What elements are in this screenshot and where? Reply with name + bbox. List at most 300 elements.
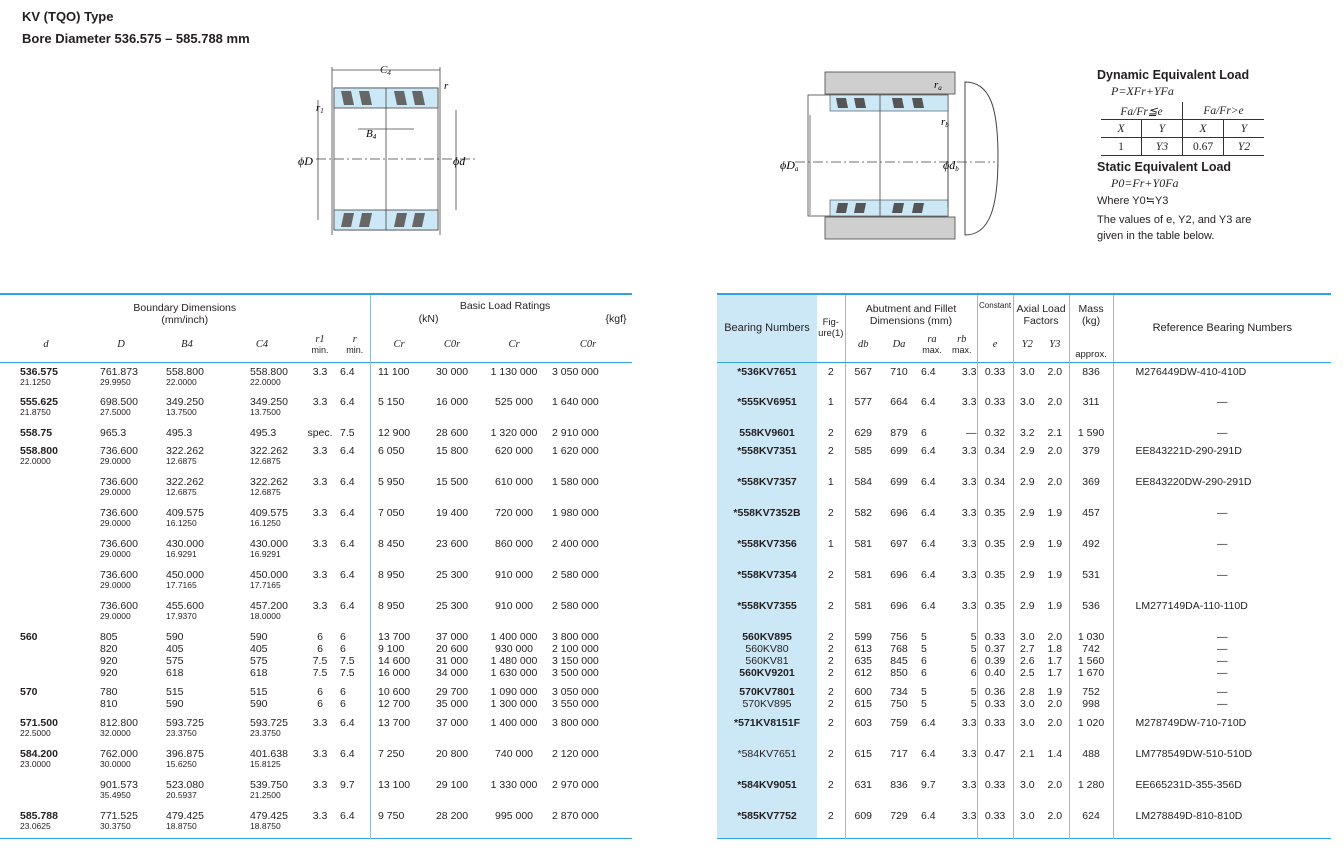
- da-cell: 696: [890, 600, 908, 612]
- reference-cell: —: [1113, 393, 1331, 424]
- r1-cell: 3.3: [312, 810, 328, 822]
- cor-cell: 16 000: [435, 396, 469, 408]
- fig2-rb-label: r: [941, 116, 946, 128]
- cor-kgf-cell: 2 580 000: [552, 569, 599, 581]
- y2-cell: 2.9: [1013, 504, 1041, 535]
- db-cell: 629: [845, 424, 881, 442]
- svg-text:ϕDa: ϕDa: [780, 158, 799, 173]
- table-row: [717, 566, 1331, 597]
- y3-cell: 2.0: [1047, 476, 1063, 488]
- rb-cell: 3.3: [961, 476, 977, 488]
- table-row: [0, 362, 632, 393]
- column-divider: [370, 362, 378, 393]
- db-cell: 577: [845, 393, 881, 424]
- outer-d-cell: 736.600 29.0000: [100, 538, 138, 559]
- cor-kgf-cell: 2 120 000: [552, 748, 599, 760]
- fig1-bore-label: ϕd: [453, 154, 466, 168]
- e-cell: 0.36 0.33: [977, 683, 1013, 714]
- boundary-dimensions-heading: Boundary Dimensions: [133, 302, 237, 314]
- y3-cell: 2.1: [1047, 427, 1063, 439]
- db-cell: 567: [845, 362, 881, 393]
- reference-cell: —: [1113, 535, 1331, 566]
- da-cell: 759: [890, 717, 908, 729]
- c4-cell: 590 405 575 618: [250, 631, 268, 679]
- ra-cell: 6.4: [921, 445, 936, 457]
- y3-cell: 1.9: [1047, 507, 1063, 519]
- ra-cell: 9.7: [921, 779, 936, 791]
- dimensions-ratings-table: [0, 293, 632, 839]
- y3-cell: 1.4: [1047, 748, 1063, 760]
- cor-kgf-cell: 3 800 000 2 100 000 3 150 000 3 500 000: [552, 631, 599, 679]
- rb-cell: 3.3: [961, 810, 977, 822]
- reference-cell: —: [1113, 504, 1331, 535]
- cr-cell: 7 050: [378, 507, 405, 519]
- bearing-numbers-table: [717, 293, 1331, 839]
- axial-load-heading: Axial Load: [1016, 303, 1066, 315]
- bore-d-cell: [0, 597, 92, 628]
- db-cell: 609: [845, 807, 881, 838]
- cr-kgf-cell: 1 400 000: [490, 717, 538, 729]
- bore-d-cell: [0, 473, 92, 504]
- c4-cell: 349.250 13.7500: [250, 396, 288, 417]
- figure-cell: 2: [827, 748, 834, 760]
- mass-cell: 536: [1069, 597, 1113, 628]
- col-e: e: [977, 328, 1013, 362]
- table-row: [0, 393, 632, 424]
- cr-kgf-cell: 610 000: [495, 476, 534, 488]
- bearing-number-cell: *571KV8151F: [717, 714, 817, 745]
- b4-cell: 515 590: [166, 686, 184, 710]
- column-divider: [370, 473, 378, 504]
- mass-cell: 1 590: [1069, 424, 1113, 442]
- bearing-mounting-figure-2: [780, 67, 1005, 257]
- r-cell: 6.4: [340, 396, 355, 408]
- values-note-2: given in the table below.: [1097, 230, 1215, 242]
- factor-y1: Y: [1142, 120, 1183, 138]
- svg-text:ϕdb: ϕdb: [943, 158, 959, 173]
- svg-text:r1: r1: [316, 102, 324, 115]
- column-divider: [370, 745, 378, 776]
- outer-d-cell: 812.800 32.0000: [100, 717, 138, 738]
- db-cell: 581: [845, 566, 881, 597]
- bearing-number-cell: *558KV7356: [717, 535, 817, 566]
- figure-cell: 2: [827, 427, 834, 439]
- y3-cell: 1.9: [1047, 600, 1063, 612]
- r-cell: 6.4: [340, 600, 355, 612]
- table-row: [717, 504, 1331, 535]
- reference-cell: LM278849D-810-810D: [1113, 807, 1331, 838]
- r1-cell: 3.3: [312, 365, 328, 378]
- cr-cell: 9 750: [378, 810, 405, 822]
- table-row: [0, 566, 632, 597]
- e-cell: 0.32: [977, 424, 1013, 442]
- boundary-unit: (mm/inch): [161, 314, 209, 326]
- c4-cell: 593.725 23.3750: [250, 717, 288, 738]
- table-row: [717, 683, 1331, 714]
- reference-cell: LM277149DA-110-110D: [1113, 597, 1331, 628]
- cor-cell: 28 600: [435, 427, 469, 439]
- column-divider: [370, 535, 378, 566]
- column-divider: [370, 442, 378, 473]
- factor-v4: Y2: [1224, 138, 1265, 156]
- y3-cell: 1.9: [1047, 538, 1063, 550]
- outer-d-cell: 736.600 29.0000: [100, 600, 138, 621]
- reference-cell: EE665231D-355-356D: [1113, 776, 1331, 807]
- y2-cell: 2.8 3.0: [1013, 683, 1041, 714]
- col-y3: Y3: [1049, 339, 1061, 351]
- table-row: [717, 535, 1331, 566]
- bore-d-cell: 536.575 21.1250: [20, 365, 58, 387]
- y3-cell: 1.9: [1047, 569, 1063, 581]
- da-cell: 734 750: [890, 686, 908, 710]
- cr-kgf-cell: 1 130 000: [490, 365, 538, 378]
- mass-cell: 752 998: [1069, 683, 1113, 714]
- cor-kgf-cell: 2 910 000: [552, 427, 599, 439]
- rb-cell: 3.3: [961, 365, 977, 378]
- r-cell: 6.4: [340, 569, 355, 581]
- table-row: [0, 473, 632, 504]
- table-row: [0, 442, 632, 473]
- svg-text:ra: ra: [934, 79, 942, 92]
- rb-cell: 3.3: [961, 748, 977, 760]
- b4-cell: 495.3: [166, 427, 193, 439]
- da-cell: 696: [890, 569, 908, 581]
- cor-cell: 29 700 35 000: [435, 686, 469, 710]
- table-row: [717, 393, 1331, 424]
- r1-cell: 3.3: [312, 569, 328, 581]
- col-y2: Y2: [1013, 328, 1041, 362]
- table-row: [0, 807, 632, 838]
- cor-cell: 25 300: [435, 600, 469, 612]
- bearing-number-cell: 570KV7801 570KV895: [717, 683, 817, 714]
- column-divider: [370, 714, 378, 745]
- b4-cell: 450.000 17.7165: [166, 569, 204, 590]
- cr-kgf-cell: 620 000: [495, 445, 534, 457]
- cr-kgf-cell: 1 320 000: [490, 427, 538, 439]
- rb-cell: 3.3: [961, 600, 977, 612]
- cor-kgf-cell: 3 800 000: [552, 717, 599, 729]
- b4-cell: 396.875 15.6250: [166, 748, 204, 769]
- da-cell: 729: [890, 810, 908, 822]
- cor-cell: 19 400: [435, 507, 469, 519]
- r-cell: 6.4: [340, 445, 355, 457]
- table-row: [717, 745, 1331, 776]
- db-cell: 615: [845, 745, 881, 776]
- column-divider: [370, 597, 378, 628]
- y3-cell: 2.0: [1047, 445, 1063, 457]
- reference-cell: M276449DW-410-410D: [1113, 362, 1331, 393]
- table-row: [0, 424, 632, 442]
- equivalent-load-formulas: [1097, 68, 1337, 243]
- cr-kgf-cell: 1 090 000 1 300 000: [490, 686, 538, 710]
- factor-y2: Y: [1224, 120, 1265, 138]
- mass-unit: (kg): [1082, 315, 1101, 327]
- cr-cell: 6 050: [378, 445, 405, 457]
- bore-d-cell: [0, 566, 92, 597]
- cr-kgf-cell: 740 000: [495, 748, 534, 760]
- col-da: Da: [892, 339, 906, 351]
- column-divider: [370, 424, 378, 442]
- fig1-outer-diameter-label: ϕD: [298, 154, 313, 168]
- col-outer-d: D: [117, 339, 125, 351]
- table-row: [0, 504, 632, 535]
- table-row: [717, 362, 1331, 393]
- c4-cell: 322.262 12.6875: [250, 445, 288, 466]
- bore-d-cell: 571.500 22.5000: [20, 717, 58, 738]
- rb-cell: 5 5: [970, 686, 977, 710]
- outer-d-cell: 698.500 27.5000: [100, 396, 138, 417]
- bore-d-cell: 584.200 23.0000: [20, 748, 58, 769]
- y3-cell: 2.0 1.8 1.7 1.7: [1047, 631, 1063, 679]
- bearing-number-cell: *584KV7651: [717, 745, 817, 776]
- y3-cell: 2.0: [1047, 365, 1063, 378]
- col-b4: B4: [181, 339, 193, 351]
- bearing-number-cell: *536KV7651: [717, 362, 817, 393]
- ra-cell: 6: [921, 427, 927, 439]
- b4-cell: 558.800 22.0000: [166, 365, 204, 387]
- e-cell: 0.33: [977, 393, 1013, 424]
- c4-cell: 409.575 16.1250: [250, 507, 288, 528]
- mass-cell: 1 020: [1069, 714, 1113, 745]
- cr-kgf-cell: 720 000: [495, 507, 534, 519]
- y2-cell: 2.9: [1013, 442, 1041, 473]
- figure-cell: 2: [827, 445, 834, 457]
- db-cell: 582: [845, 504, 881, 535]
- r1-cell: 3.3: [312, 507, 328, 519]
- bore-d-cell: 558.800 22.0000: [20, 445, 58, 466]
- c4-cell: 479.425 18.8750: [250, 810, 288, 831]
- cor-kgf-cell: 3 050 000 3 550 000: [552, 686, 599, 710]
- b4-cell: 430.000 16.9291: [166, 538, 204, 559]
- bearing-number-cell: 560KV895 560KV80 560KV81 560KV9201: [717, 628, 817, 683]
- cr-kgf-cell: 1 330 000: [490, 779, 538, 791]
- abutment-heading: Abutment and Fillet: [865, 303, 957, 315]
- r-cell: 6.4: [340, 717, 355, 729]
- c4-cell: 430.000 16.9291: [250, 538, 288, 559]
- bearing-number-cell: *585KV7752: [717, 807, 817, 838]
- cr-cell: 5 950: [378, 476, 405, 488]
- e-cell: 0.35: [977, 597, 1013, 628]
- b4-cell: 590 405 575 618: [166, 631, 184, 679]
- ra-cell: 6.4: [921, 569, 936, 581]
- factor-v1: 1: [1101, 138, 1142, 156]
- col-d: d: [43, 339, 49, 351]
- column-divider: [370, 776, 378, 807]
- fig2-da-label: ϕD: [780, 158, 795, 172]
- da-cell: 699: [890, 476, 908, 488]
- col-ra-max: max.: [922, 344, 942, 355]
- y3-cell: 2.0: [1047, 717, 1063, 729]
- ra-cell: 6.4: [921, 717, 936, 729]
- mass-cell: 1 030 742 1 560 1 670: [1069, 628, 1113, 683]
- factor-x1: X: [1101, 120, 1142, 138]
- c4-cell: 322.262 12.6875: [250, 476, 288, 497]
- outer-d-cell: 736.600 29.0000: [100, 476, 138, 497]
- axial-load-unit: Factors: [1023, 315, 1059, 327]
- db-cell: 584: [845, 473, 881, 504]
- reference-cell: EE843221D-290-291D: [1113, 442, 1331, 473]
- ra-cell: 6.4: [921, 396, 936, 408]
- reference-cell: — — — —: [1113, 628, 1331, 683]
- bore-d-cell: 555.625 21.8750: [20, 396, 58, 417]
- fig1-r-label: r: [444, 80, 449, 92]
- db-cell: 603: [845, 714, 881, 745]
- y2-cell: 3.0: [1013, 807, 1041, 838]
- constant-heading: Constant: [977, 294, 1013, 328]
- db-cell: 631: [845, 776, 881, 807]
- cr-kgf-cell: 860 000: [495, 538, 534, 550]
- b4-cell: 322.262 12.6875: [166, 445, 204, 466]
- col-r-min: min.: [346, 344, 364, 355]
- dynamic-load-equation: P=XFr+YFa: [1111, 84, 1174, 98]
- column-divider: [370, 683, 378, 714]
- c4-cell: 495.3: [250, 427, 277, 439]
- svg-text:C4: C4: [380, 64, 391, 77]
- cr-kgf-cell: 910 000: [495, 569, 534, 581]
- factor-table: [1101, 102, 1264, 156]
- da-cell: 696: [890, 507, 908, 519]
- bearing-number-cell: *558KV7357: [717, 473, 817, 504]
- table-row: [0, 714, 632, 745]
- cr-kgf-cell: 525 000: [495, 396, 534, 408]
- figure-cell: 2: [827, 569, 834, 581]
- mass-cell: 488: [1069, 745, 1113, 776]
- b4-cell: 523.080 20.5937: [166, 779, 204, 800]
- col-ra: ra: [927, 333, 937, 345]
- mass-cell: 531: [1069, 566, 1113, 597]
- db-cell: 581: [845, 597, 881, 628]
- ra-cell: 6.4: [921, 600, 936, 612]
- kgf-unit: {kgf}: [605, 313, 627, 325]
- r-cell: 6.4: [340, 476, 355, 488]
- cor-kgf-cell: 2 580 000: [552, 600, 599, 612]
- figure-cell: 2 2: [827, 686, 834, 710]
- bore-d-cell: [0, 535, 92, 566]
- y2-cell: 3.0: [1013, 776, 1041, 807]
- r-cell: 6 6: [340, 686, 346, 710]
- mass-cell: 311: [1069, 393, 1113, 424]
- r1-cell: 3.3: [312, 396, 328, 408]
- e-cell: 0.34: [977, 473, 1013, 504]
- da-cell: 717: [890, 748, 908, 760]
- y2-cell: 2.9: [1013, 597, 1041, 628]
- cor-cell: 25 300: [435, 569, 469, 581]
- bearing-number-cell: *558KV7352B: [717, 504, 817, 535]
- r1-cell: 3.3: [312, 445, 328, 457]
- outer-d-cell: 762.000 30.0000: [100, 748, 138, 769]
- table-row: [717, 597, 1331, 628]
- cor-cell: 15 500: [435, 476, 469, 488]
- col-cor-kgf: C0r: [579, 339, 597, 351]
- r1-cell: 3.3: [312, 779, 328, 791]
- figure-cell: 2: [827, 600, 834, 612]
- y3-cell: 2.0: [1047, 810, 1063, 822]
- bearing-number-cell: *558KV7351: [717, 442, 817, 473]
- column-divider: [370, 807, 378, 838]
- col-bearing-numbers: Bearing Numbers: [724, 322, 810, 335]
- cor-kgf-cell: 2 870 000: [552, 810, 599, 822]
- cor-kgf-cell: 2 400 000: [552, 538, 599, 550]
- outer-d-cell: 761.873 29.9950: [100, 365, 138, 387]
- e-cell: 0.33: [977, 362, 1013, 393]
- outer-d-cell: 965.3: [100, 427, 127, 439]
- mass-heading: Mass: [1078, 303, 1104, 315]
- col-r1-min: min.: [311, 344, 329, 355]
- mass-cell: 836: [1069, 362, 1113, 393]
- rb-cell: 3.3: [961, 538, 977, 550]
- svg-text:B4: B4: [366, 128, 377, 141]
- col-cr-kgf: Cr: [508, 339, 520, 351]
- r1-cell: 6 6 7.5 7.5: [312, 631, 328, 679]
- r1-cell: 3.3: [312, 748, 328, 760]
- reference-cell: LM778549DW-510-510D: [1113, 745, 1331, 776]
- mass-cell: 369: [1069, 473, 1113, 504]
- e-cell: 0.33 0.37 0.39 0.40: [977, 628, 1013, 683]
- col-rb-max: max.: [952, 344, 972, 355]
- figure-cell: 1: [827, 396, 834, 408]
- e-cell: 0.33: [977, 714, 1013, 745]
- figure-cell: 1: [827, 538, 834, 550]
- cr-cell: 12 900: [378, 427, 411, 439]
- rb-cell: —: [966, 427, 977, 439]
- col-figure: Fig-ure(1): [818, 317, 844, 340]
- outer-d-cell: 736.600 29.0000: [100, 445, 138, 466]
- table-row: [0, 628, 632, 683]
- mass-cell: 624: [1069, 807, 1113, 838]
- da-cell: 756 768 845 850: [890, 631, 908, 679]
- column-divider: [370, 393, 378, 424]
- c4-cell: 515 590: [250, 686, 268, 710]
- col-cr: Cr: [393, 339, 405, 351]
- db-cell: 581: [845, 535, 881, 566]
- reference-cell: — —: [1113, 683, 1331, 714]
- cr-cell: 5 150: [378, 396, 405, 408]
- db-cell: 585: [845, 442, 881, 473]
- cor-kgf-cell: 1 980 000: [552, 507, 599, 519]
- e-cell: 0.47: [977, 745, 1013, 776]
- cr-kgf-cell: 910 000: [495, 600, 534, 612]
- y2-cell: 3.0: [1013, 714, 1041, 745]
- y2-cell: 3.0: [1013, 362, 1041, 393]
- bearing-number-cell: *555KV6951: [717, 393, 817, 424]
- cr-cell: 13 700: [378, 717, 411, 729]
- mass-cell: 1 280: [1069, 776, 1113, 807]
- fig1-c4-label: C: [380, 64, 388, 76]
- c4-cell: 450.000 17.7165: [250, 569, 288, 590]
- outer-d-cell: 805 820 920 920: [100, 631, 118, 679]
- cor-cell: 28 200: [435, 810, 469, 822]
- y2-cell: 3.0: [1013, 393, 1041, 424]
- factor-v3: 0.67: [1183, 138, 1224, 156]
- ra-cell: 5 5: [921, 686, 927, 710]
- static-load-equation: P0=Fr+Y0Fa: [1111, 176, 1179, 190]
- ra-cell: 6.4: [921, 507, 936, 519]
- cor-cell: 37 000: [435, 717, 469, 729]
- da-cell: 697: [890, 538, 908, 550]
- figure-cell: 2 2 2 2: [827, 631, 834, 679]
- bearing-number-cell: 558KV9601: [717, 424, 817, 442]
- factor-header-2: Fa/Fr>e: [1183, 102, 1265, 120]
- outer-d-cell: 771.525 30.3750: [100, 810, 138, 831]
- da-cell: 664: [890, 396, 908, 408]
- bore-d-cell: 558.75: [20, 427, 53, 439]
- y2-cell: 2.1: [1013, 745, 1041, 776]
- table-row: [0, 535, 632, 566]
- col-db: db: [845, 328, 881, 362]
- col-r1: r1: [315, 333, 325, 345]
- figure-cell: 1: [827, 476, 834, 488]
- c4-cell: 558.800 22.0000: [250, 365, 288, 387]
